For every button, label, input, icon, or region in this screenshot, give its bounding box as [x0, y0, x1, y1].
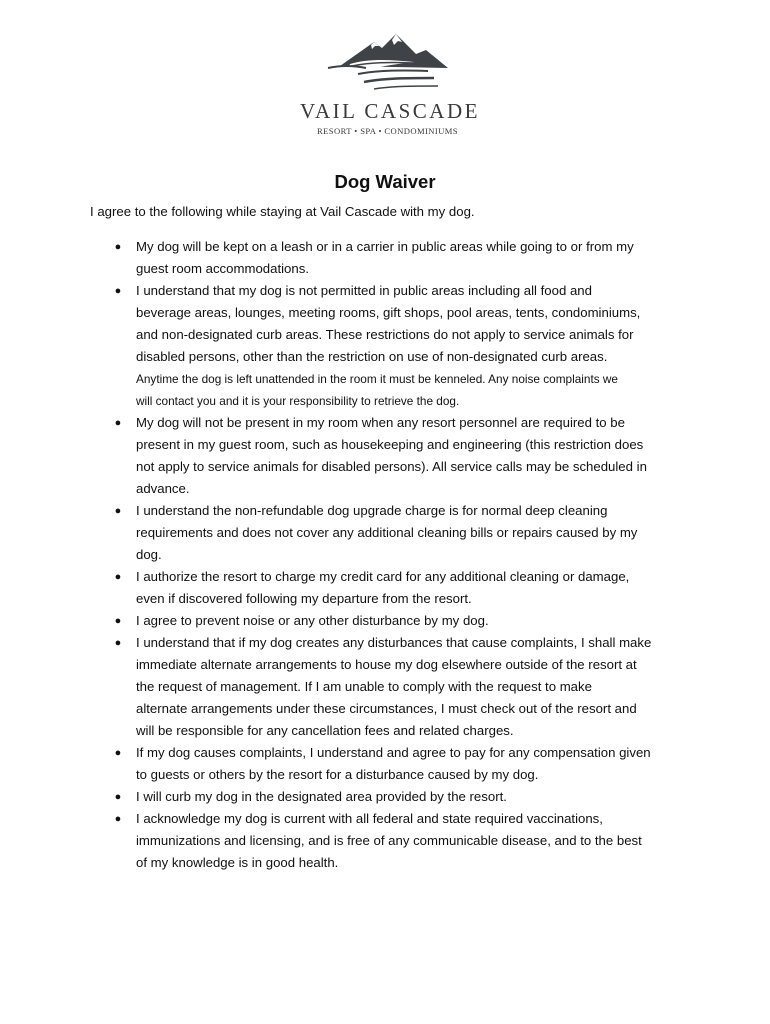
term-line: will contact you and it is your responsibility to retrieve the dog.: [136, 394, 460, 408]
bullet-icon: ●: [114, 813, 122, 825]
bullet-icon: ●: [114, 417, 122, 429]
bullet-icon: ●: [114, 241, 122, 253]
document-title: Dog Waiver: [334, 171, 436, 192]
term-line: requirements and does not cover any additional cleaning bills or repairs caused by my: [136, 525, 638, 540]
list-item: [0, 500, 696, 566]
vail-cascade-logo: [300, 28, 480, 140]
list-item: [0, 412, 696, 500]
term-line: to guests or others by the resort for a disturbance caused by my dog.: [136, 767, 539, 782]
logo-wordmark: VAIL CASCADE: [300, 99, 480, 123]
term-line: present in my guest room, such as housekeeping and engineering (this restriction does: [136, 437, 644, 452]
term-line: Anytime the dog is left unattended in the room it must be kenneled. Any noise complaints we: [136, 372, 618, 386]
list-item: [0, 742, 696, 786]
bullet-icon: ●: [114, 747, 122, 759]
term-line: My dog will not be present in my room when any resort personnel are required to be: [136, 415, 625, 430]
bullet-icon: ●: [114, 637, 122, 649]
term-line: not apply to service animals for disabled persons). All service calls may be scheduled in: [136, 459, 647, 474]
list-item: [0, 786, 696, 808]
term-line: I understand the non-refundable dog upgrade charge is for normal deep cleaning: [136, 503, 608, 518]
term-line: will be responsible for any cancellation fees and related charges.: [136, 723, 514, 738]
term-line: disabled persons, other than the restriction on use of non-designated curb areas.: [136, 349, 608, 364]
term-line: My dog will be kept on a leash or in a carrier in public areas while going to or from my: [136, 239, 634, 254]
term-line: immediate alternate arrangements to house my dog elsewhere outside of the resort at: [136, 657, 637, 672]
term-line: the request of management. If I am unable to comply with the request to make: [136, 679, 592, 694]
term-line: even if discovered following my departure from the resort.: [136, 591, 472, 606]
term-line: I understand that my dog is not permitted in public areas including all food and: [136, 283, 592, 298]
logo-tagline: RESORT • SPA • CONDOMINIUMS: [317, 126, 458, 136]
intro-paragraph: I agree to the following while staying at Vail Cascade with my dog.: [90, 204, 475, 219]
list-item: [0, 632, 696, 742]
term-line: and non-designated curb areas. These restrictions do not apply to service animals for: [136, 327, 634, 342]
bullet-icon: ●: [114, 505, 122, 517]
term-line: alternate arrangements under these circumstances, I must check out of the resort and: [136, 701, 637, 716]
term-line: If my dog causes complaints, I understand and agree to pay for any compensation given: [136, 745, 651, 760]
list-item: [0, 566, 696, 610]
waiver-terms-list: [0, 236, 770, 874]
term-line: advance.: [136, 481, 190, 496]
term-line: I authorize the resort to charge my credit card for any additional cleaning or damage,: [136, 569, 630, 584]
term-line: I acknowledge my dog is current with all federal and state required vaccinations,: [136, 811, 603, 826]
term-line: I understand that if my dog creates any disturbances that cause complaints, I shall make: [136, 635, 652, 650]
list-item: [0, 610, 696, 632]
bullet-icon: ●: [114, 615, 122, 627]
term-line: beverage areas, lounges, meeting rooms, gift shops, pool areas, tents, condominiums,: [136, 305, 641, 320]
term-line: dog.: [136, 547, 162, 562]
term-line: I agree to prevent noise or any other disturbance by my dog.: [136, 613, 489, 628]
bullet-icon: ●: [114, 791, 122, 803]
mountain-logo-icon: [322, 28, 452, 98]
term-line: guest room accommodations.: [136, 261, 309, 276]
list-item: [0, 808, 696, 874]
bullet-icon: ●: [114, 571, 122, 583]
list-item: [0, 236, 696, 280]
term-line: I will curb my dog in the designated area provided by the resort.: [136, 789, 507, 804]
list-item: [0, 280, 696, 412]
bullet-icon: ●: [114, 285, 122, 297]
term-line: of my knowledge is in good health.: [136, 855, 339, 870]
term-line: immunizations and licensing, and is free of any communicable disease, and to the best: [136, 833, 642, 848]
